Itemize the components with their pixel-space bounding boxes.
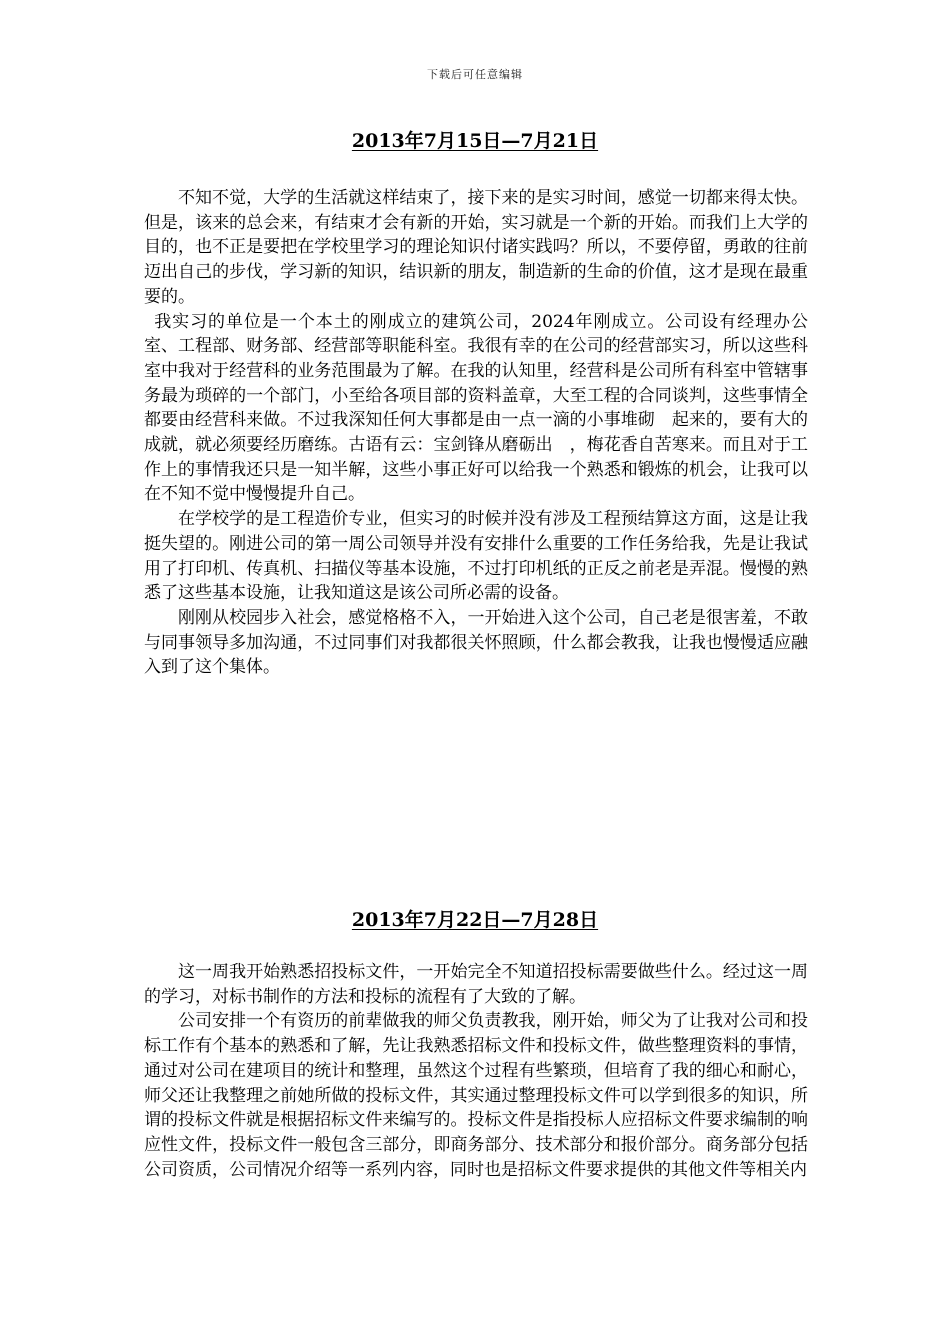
section-body-week-1 xyxy=(144,186,808,680)
paragraph: 不知不觉，大学的生活就这样结束了，接下来的是实习时间，感觉一切都来得太快。但是，该来的总会来，有结束才会有新的开始，实习就是一个新的开始。而我们上大学的目的，也不正是要把在学校里学习的理论知识付诸实践吗？所以，不要停留，勇敢的往前迈出自己的步伐，学习新的知识，结识新的朋友，制造新的生命的价值，这才是现在最重要的。 xyxy=(144,188,808,307)
download-note: 下载后可任意编辑 xyxy=(427,68,523,81)
paragraph: 在学校学的是工程造价专业，但实习的时候并没有涉及工程预结算这方面，这是让我挺失望的。刚进公司的第一周公司领导并没有安排什么重要的工作任务给我，先是让我试用了打印机、传真机、扫描仪等基本设施，不过打印机纸的正反之前老是弄混。慢慢的熟悉了这些基本设施，让我知道这是该公司所必需的设备。 xyxy=(144,509,808,604)
paragraph: 公司安排一个有资历的前辈做我的师父负责教我，刚开始，师父为了让我对公司和投标工作有个基本的熟悉和了解，先让我熟悉招标文件和投标文件，做些整理资料的事情，通过对公司在建项目的统计和整理，虽然这个过程有些繁琐，但培育了我的细心和耐心，师父还让我整理之前她所做的投标文件，其实通过整理投标文件可以学到很多的知识，所谓的投标文件就是根据招标文件来编写的。投标文件是指投标人应招标文件要求编制的响应性文件，投标文件一般包含三部分，即商务部分、技术部分和报价部分。商务部分包括公司资质，公司情况介绍等一系列内容，同时也是招标文件要求提供的其他文件等相关内 xyxy=(144,1011,808,1180)
paragraph: 刚刚从校园步入社会，感觉格格不入，一开始进入这个公司，自己老是很害羞，不敢与同事领导多加沟通，不过同事们对我都很关怀照顾，什么都会教我，让我也慢慢适应融入到了这个集体。 xyxy=(144,607,808,678)
paragraph: 这一周我开始熟悉招投标文件，一开始完全不知道招投标需要做些什么。经过这一周的学习，对标书制作的方法和投标的流程有了大致的了解。 xyxy=(144,962,808,1007)
paragraph: 我实习的单位是一个本土的刚成立的建筑公司，2024年刚成立。公司设有经理办公室、工程部、财务部、经营部等职能科室。我很有幸的在公司的经营部实习，所以这些科室中我对于经营科的业务范围最为了解。在我的认知里，经营科是公司所有科室中管辖事务最为琐碎的一个部门，小至给各项目部的资料盖章，大至工程的合同谈判，这些事情全都要由经营科来做。不过我深知任何大事都是由一点一滴的小事堆砌 起来的，要有大的成就，就必须要经历磨练。古语有云：宝剑锋从磨砺出 ，梅花香自苦寒来。而且对于工作上的事情我还只是一知半解，这些小事正好可以给我一个熟悉和锻炼的机会，让我可以在不知不觉中慢慢提升自己。 xyxy=(144,311,808,505)
section-body-week-2 xyxy=(144,960,808,1182)
section-title-week-2: 2013年7月22日—7月28日 xyxy=(351,909,599,931)
section-title-week-1: 2013年7月15日—7月21日 xyxy=(351,130,599,152)
